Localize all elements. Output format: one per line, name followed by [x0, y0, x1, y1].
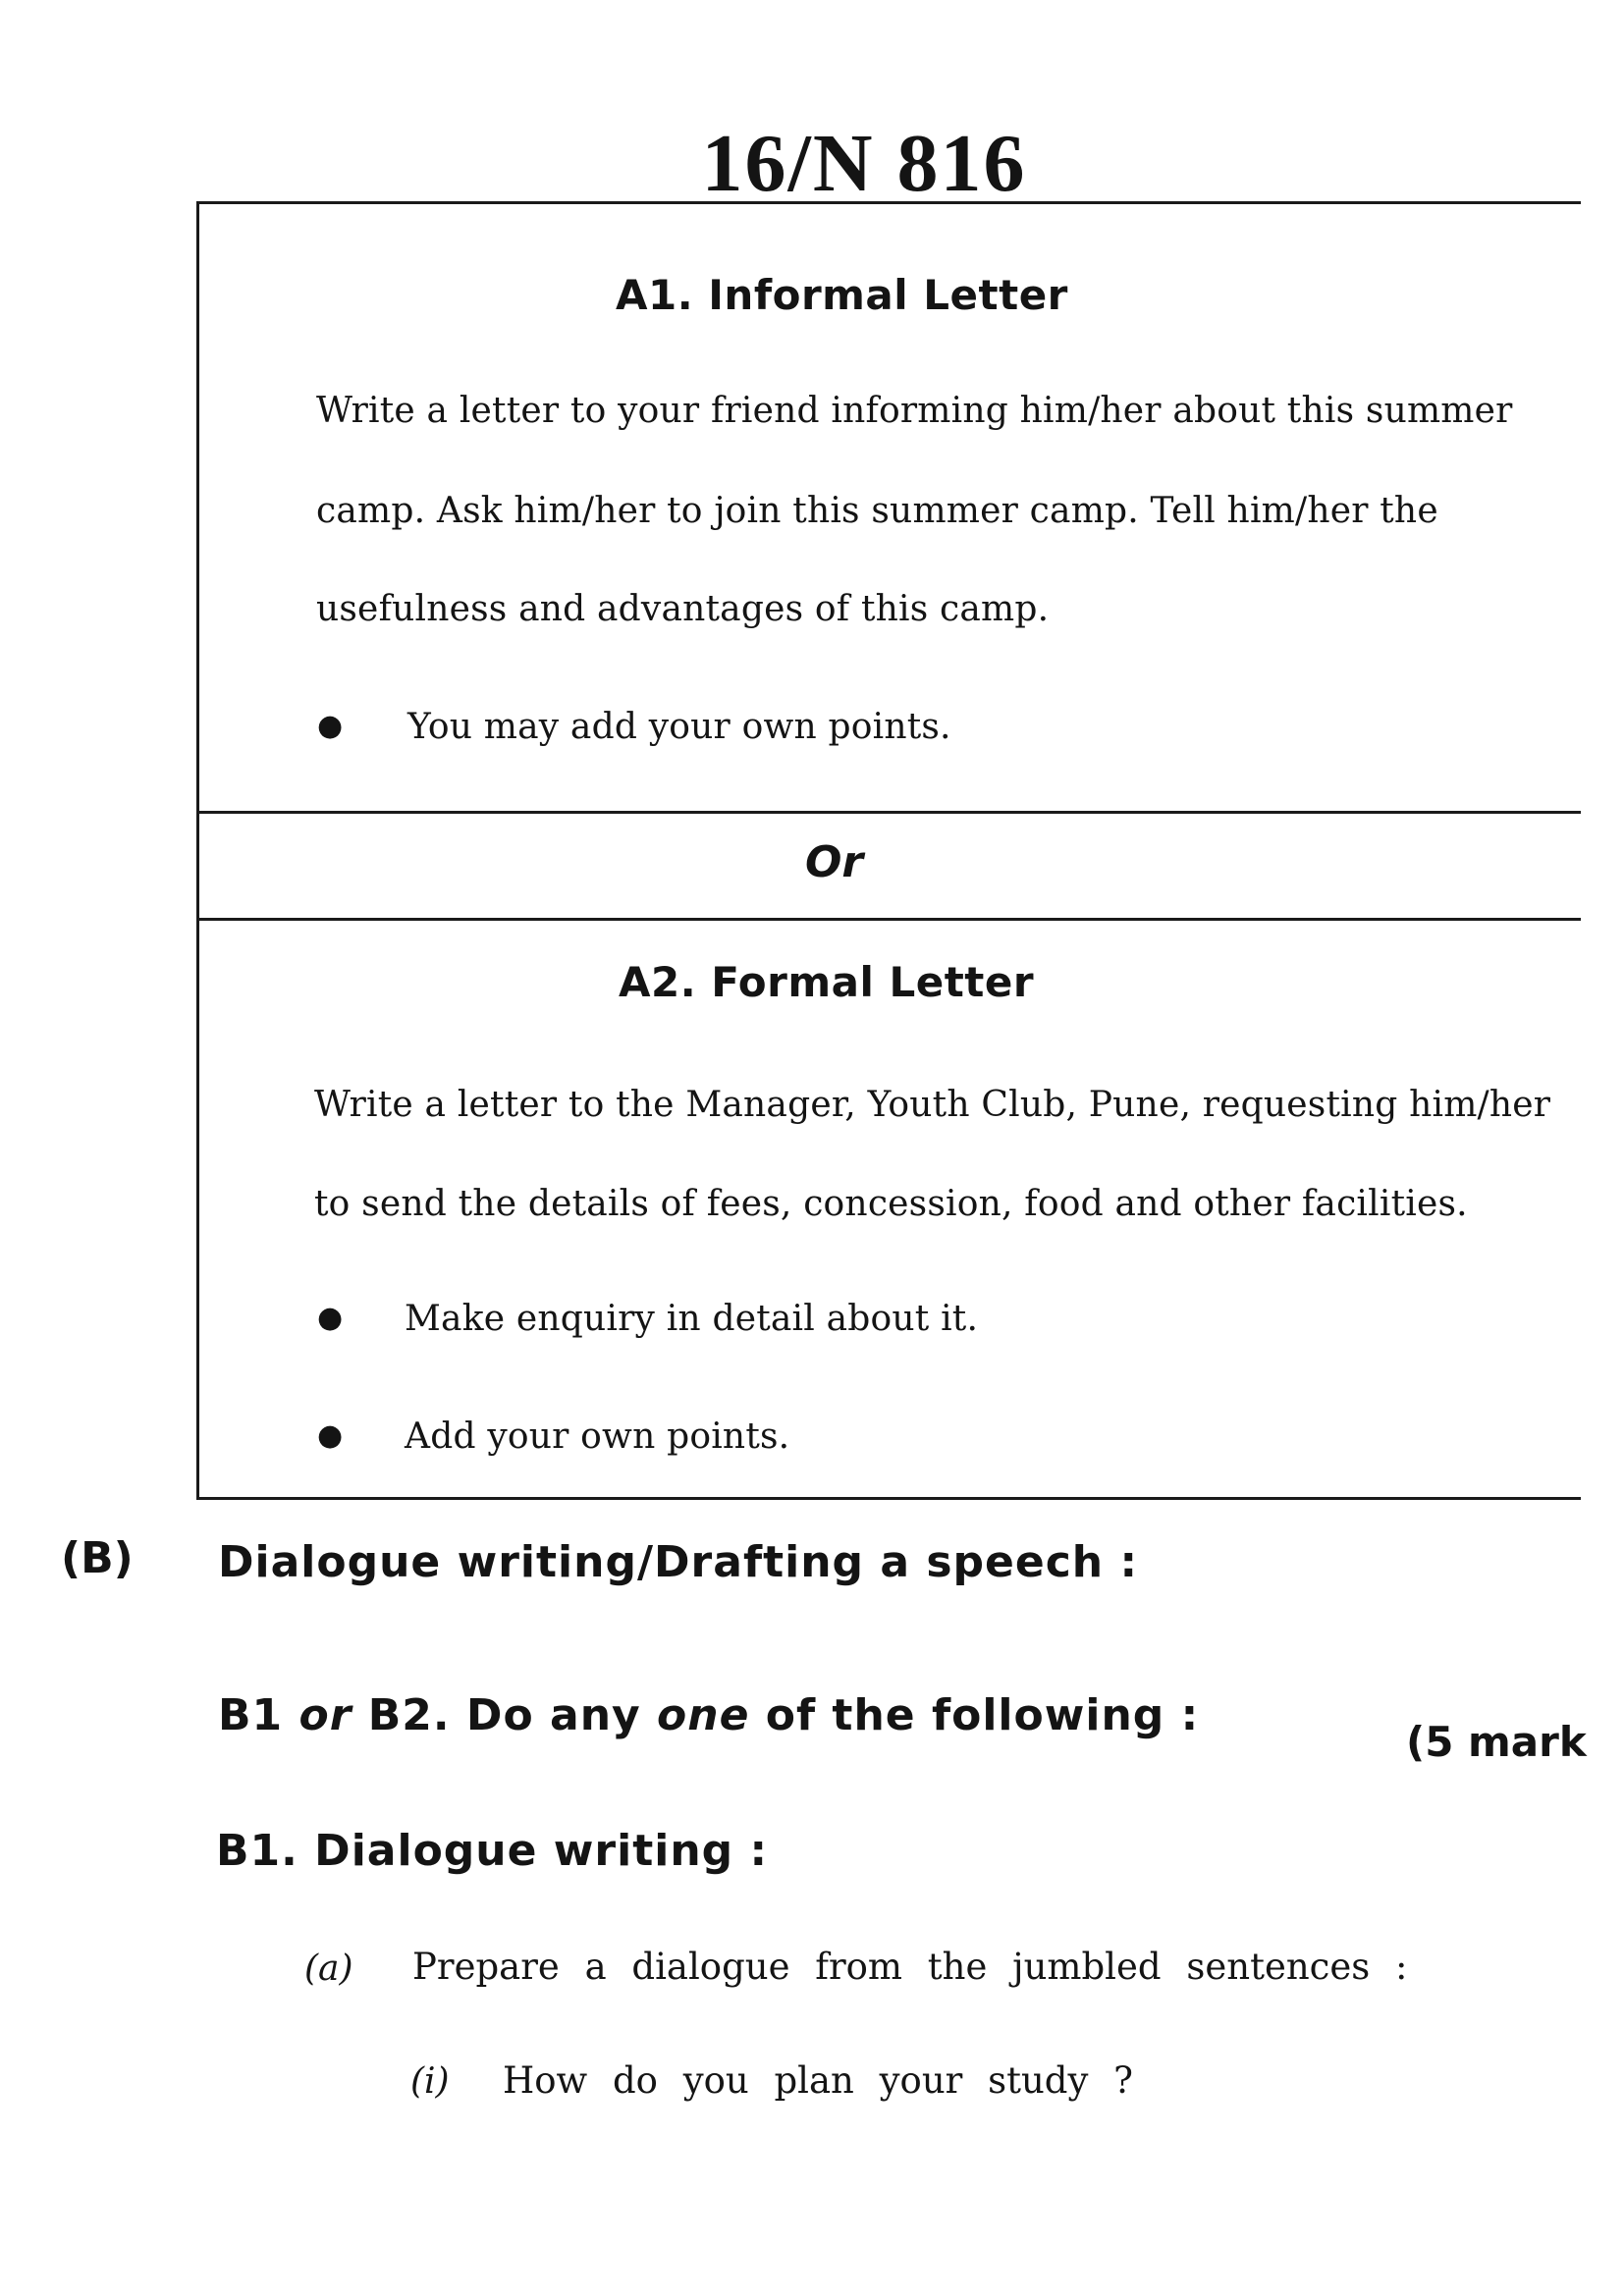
section-b-title: Dialogue writing/Drafting a speech :	[218, 1537, 1139, 1587]
or-label: Or	[805, 837, 864, 887]
box-bottom-rule	[196, 1497, 1581, 1500]
informal-letter-bullet-1: You may add your own points.	[407, 707, 951, 747]
item-i-text: How do you plan your study ?	[503, 2059, 1133, 2102]
bullet-icon: ●	[317, 1418, 344, 1453]
formal-letter-line-1: Write a letter to the Manager, Youth Club, Pune, requesting him/her	[314, 1085, 1551, 1125]
formal-letter-bullet-1: Make enquiry in detail about it.	[405, 1299, 979, 1339]
formal-letter-heading: A2. Formal Letter	[619, 958, 1035, 1006]
formal-letter-bullet-2: Add your own points.	[405, 1416, 790, 1457]
section-b-label: (B)	[61, 1533, 134, 1583]
item-i-label: (i)	[410, 2061, 450, 2102]
informal-letter-heading: A1. Informal Letter	[616, 271, 1068, 319]
bullet-icon: ●	[317, 709, 344, 743]
box-top-rule	[196, 201, 1581, 204]
informal-letter-line-1: Write a letter to your friend informing him/her about this summer	[316, 391, 1513, 431]
or-top-rule	[196, 811, 1581, 814]
item-a-label: (a)	[304, 1949, 353, 1989]
section-b-instruction: B1 or B2. Do any one of the following :	[218, 1690, 1200, 1740]
b1-heading: B1. Dialogue writing :	[216, 1826, 769, 1876]
marks-label: (5 mark	[1406, 1718, 1587, 1766]
formal-letter-line-2: to send the details of fees, concession, food and other facilities.	[314, 1184, 1468, 1224]
page-code: 16/N 816	[701, 118, 1027, 209]
or-bottom-rule	[196, 918, 1581, 921]
informal-letter-line-2: camp. Ask him/her to join this summer camp. Tell him/her the	[316, 491, 1438, 531]
informal-letter-line-3: usefulness and advantages of this camp.	[316, 589, 1050, 629]
item-a-text: Prepare a dialogue from the jumbled sentences :	[412, 1946, 1408, 1988]
bullet-icon: ●	[317, 1301, 344, 1335]
